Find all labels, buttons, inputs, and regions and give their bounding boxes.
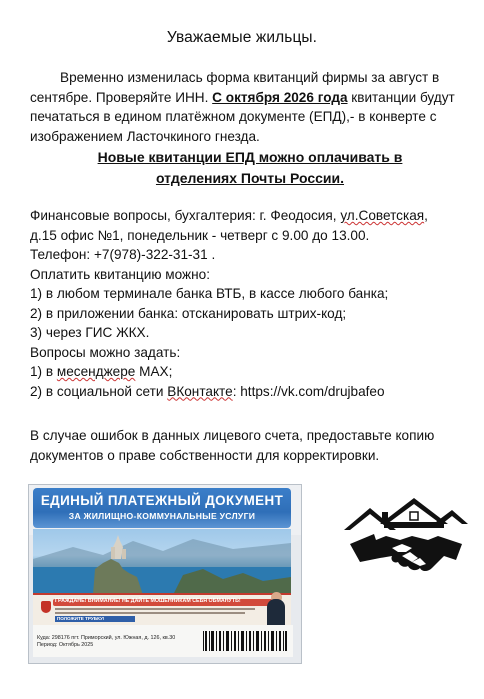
post-office-line-1: Новые квитанции ЕПД можно оплачивать в	[97, 149, 403, 165]
crest-icon	[41, 601, 51, 613]
epd-envelope-image	[28, 484, 302, 664]
info-line-pay-3: 3) через ГИС ЖКХ.	[30, 325, 150, 340]
info-line-accounting: Финансовые вопросы, бухгалтерия: г. Феодосия, ул.Советская,	[30, 208, 428, 223]
paragraph-form-change	[30, 68, 472, 146]
para-text-end: квитанции будут печататься в едином платёжном документе (ЕПД),- в конверте с изображением Ласточкиного гнезда.	[30, 89, 455, 144]
officer-figure	[267, 599, 285, 625]
info-line-pay-2: 2) в приложении банка: отсканировать штрих-код;	[30, 305, 347, 321]
info-line-address: д.15 офис №1, понедельник - четверг с 9.00 до 13.00.	[30, 227, 370, 243]
house-handshake-icon	[340, 496, 470, 584]
swallows-nest-illustration	[33, 529, 291, 595]
contact-info-block	[30, 206, 472, 401]
epd-banner-title: ЕДИНЫЙ ПЛАТЕЖНЫЙ ДОКУМЕНТ	[40, 493, 284, 508]
post-office-notice	[60, 147, 440, 189]
info-line-vk: 2) в социальной сети ВКонтакте: https://vk.com/drujbafeo	[30, 383, 385, 399]
address-line: Куда: 298176 пгт. Приморский, ул. Южная, д. 126, кв.30	[37, 635, 176, 641]
info-line-phone: Телефон: +7(978)-322-31-31 .	[30, 247, 216, 262]
info-line-pay-heading: Оплатить квитанцию можно:	[30, 266, 210, 282]
highlight-date: С октября 2026 года	[212, 89, 348, 105]
info-line-questions-heading: Вопросы можно задать:	[30, 344, 181, 360]
errors-paragraph: В случае ошибок в данных лицевого счета, предоставьте копию документов о праве собственности для корректировки.	[30, 428, 435, 463]
fraud-warning-strip	[33, 593, 291, 625]
fraud-warning-text: ГРАЖДАНЕ! ВНИМАНИЕ! НЕ ДАЙТЕ МОШЕННИКАМ СЕБЯ ОБМАНУТЬ!	[55, 598, 241, 604]
epd-banner-subtitle: ЗА ЖИЛИЩНО-КОММУНАЛЬНЫЕ УСЛУГИ	[68, 511, 256, 521]
hang-up-label: ПОЛОЖИТЕ ТРУБКУ!	[57, 616, 105, 621]
period-line: Период: Октябрь 2025	[37, 642, 94, 648]
para-text-start: Временно изменилась форма квитанций фирмы за август в сентябре. Проверяйте ИНН.	[30, 70, 440, 105]
info-line-messenger: 1) в месенджере МАХ;	[30, 364, 173, 379]
info-line-pay-1: 1) в любом терминале банка ВТБ, в кассе любого банка;	[30, 286, 389, 301]
post-office-line-2: отделениях Почты России.	[155, 170, 345, 186]
page-title: Уважаемые жильцы.	[166, 29, 318, 46]
address-block	[33, 625, 293, 657]
barcode-icon	[201, 629, 289, 653]
swallows-nest-photo	[33, 529, 291, 595]
epd-banner	[33, 488, 291, 528]
